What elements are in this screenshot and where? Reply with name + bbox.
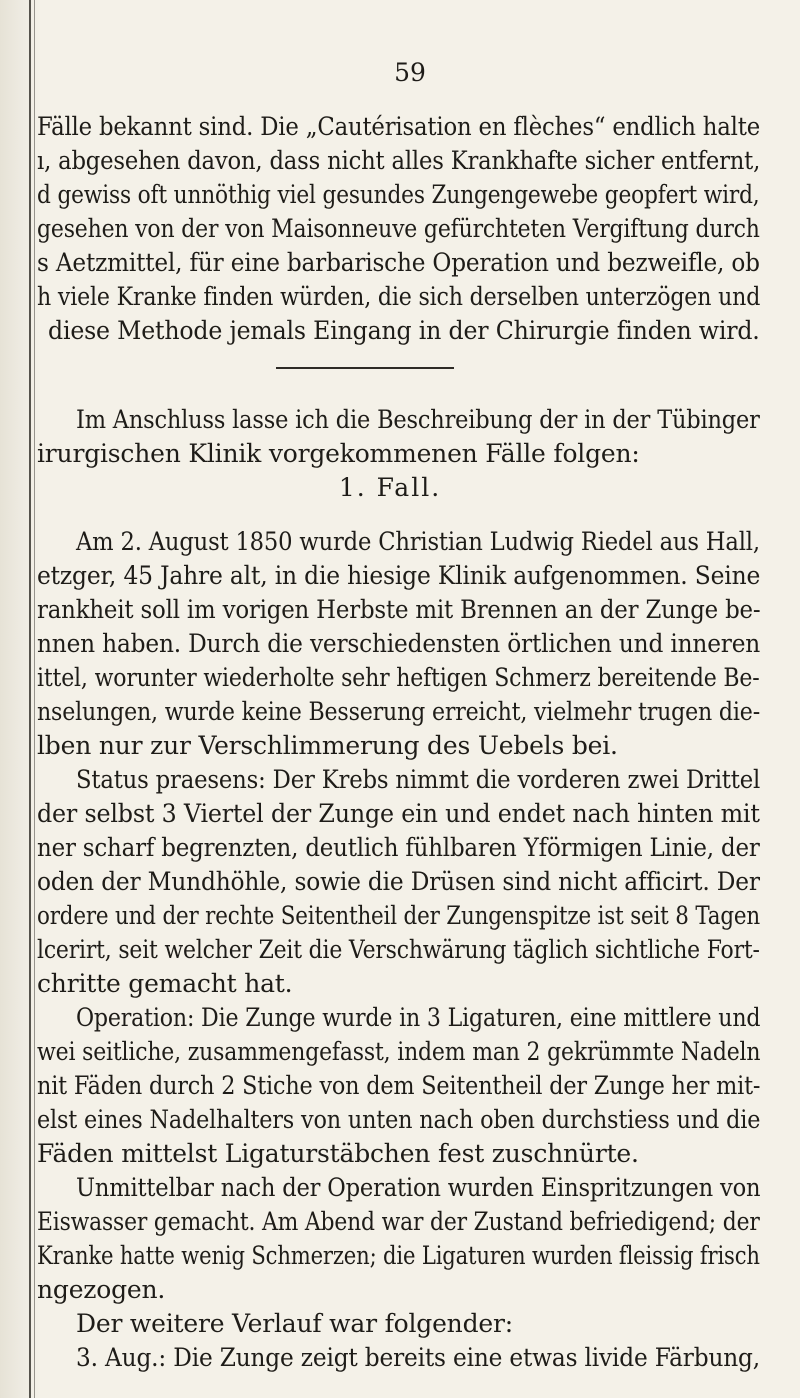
spine-edge-line-inner bbox=[34, 0, 35, 1398]
text-line: ı, abgesehen davon, dass nicht alles Krankhafte sicher entfernt, bbox=[37, 146, 761, 175]
text-line: irurgischen Klinik vorgekommenen Fälle folgen: bbox=[37, 439, 640, 468]
text-line: Fälle bekannt sind. Die „Cautérisation en flèches“ endlich halte bbox=[37, 112, 761, 141]
text-line: ngezogen. bbox=[37, 1275, 166, 1304]
text-line: Am 2. August 1850 wurde Christian Ludwig Riedel aus Hall, bbox=[76, 527, 760, 556]
text-line: Operation: Die Zunge wurde in 3 Ligaturen, eine mittlere und bbox=[76, 1003, 761, 1032]
text-line: s Aetzmittel, für eine barbarische Operation und bezweifle, ob bbox=[37, 248, 760, 277]
text-line: Im Anschluss lasse ich die Beschreibung der in der Tübinger bbox=[76, 405, 760, 434]
case-heading: 1. Fall. bbox=[338, 473, 442, 502]
text-line: etzger, 45 Jahre alt, in die hiesige Klinik aufgenommen. Seine bbox=[37, 561, 761, 590]
text-line: der selbst 3 Viertel der Zunge ein und endet nach hinten mit bbox=[37, 799, 760, 828]
page-number: 59 bbox=[394, 58, 426, 87]
text-line: Kranke hatte wenig Schmerzen; die Ligaturen wurden fleissig frisch bbox=[37, 1241, 760, 1270]
section-divider-rule bbox=[276, 367, 454, 369]
text-line: h viele Kranke finden würden, die sich derselben unterzögen und bbox=[37, 282, 761, 311]
text-line: diese Methode jemals Eingang in der Chirurgie finden wird. bbox=[48, 316, 760, 345]
text-line: 3. Aug.: Die Zunge zeigt bereits eine etwas livide Färbung, bbox=[76, 1343, 760, 1372]
text-line: oden der Mundhöhle, sowie die Drüsen sind nicht afficirt. Der bbox=[37, 867, 760, 896]
text-line: rankheit soll im vorigen Herbste mit Brennen an der Zunge be- bbox=[37, 595, 761, 624]
text-line: lben nur zur Verschlimmerung des Uebels bei. bbox=[37, 731, 618, 760]
text-line: gesehen von der von Maisonneuve gefürchteten Vergiftung durch bbox=[37, 214, 760, 243]
spine-edge-line bbox=[29, 0, 31, 1398]
text-line: Eiswasser gemacht. Am Abend war der Zustand befriedigend; der bbox=[37, 1207, 760, 1236]
text-line: chritte gemacht hat. bbox=[37, 969, 293, 998]
text-line: wei seitliche, zusammengefasst, indem man 2 gekrümmte Nadeln bbox=[37, 1037, 761, 1066]
text-line: nit Fäden durch 2 Stiche von dem Seitentheil der Zunge her mit- bbox=[37, 1071, 761, 1100]
text-line: lcerirt, seit welcher Zeit die Verschwärung täglich sichtliche Fort- bbox=[37, 935, 760, 964]
text-line: ner scharf begrenzten, deutlich fühlbaren Yförmigen Linie, der bbox=[37, 833, 760, 862]
text-line: Der weitere Verlauf war folgender: bbox=[76, 1309, 513, 1338]
text-line: elst eines Nadelhalters von unten nach oben durchstiess und die bbox=[37, 1105, 761, 1134]
text-line: Status praesens: Der Krebs nimmt die vorderen zwei Drittel bbox=[76, 765, 761, 794]
text-line: ordere und der rechte Seitentheil der Zungenspitze ist seit 8 Tagen bbox=[37, 901, 761, 930]
text-line: Fäden mittelst Ligaturstäbchen fest zuschnürte. bbox=[37, 1139, 639, 1168]
text-line: ittel, worunter wiederholte sehr heftigen Schmerz bereitende Be- bbox=[37, 663, 760, 692]
text-line: nnen haben. Durch die verschiedensten örtlichen und inneren bbox=[37, 629, 761, 658]
text-line: nselungen, wurde keine Besserung erreicht, vielmehr trugen die- bbox=[37, 697, 760, 726]
text-line: d gewiss oft unnöthig viel gesundes Zungengewebe geopfert wird, bbox=[37, 180, 760, 209]
text-line: Unmittelbar nach der Operation wurden Einspritzungen von bbox=[76, 1173, 761, 1202]
